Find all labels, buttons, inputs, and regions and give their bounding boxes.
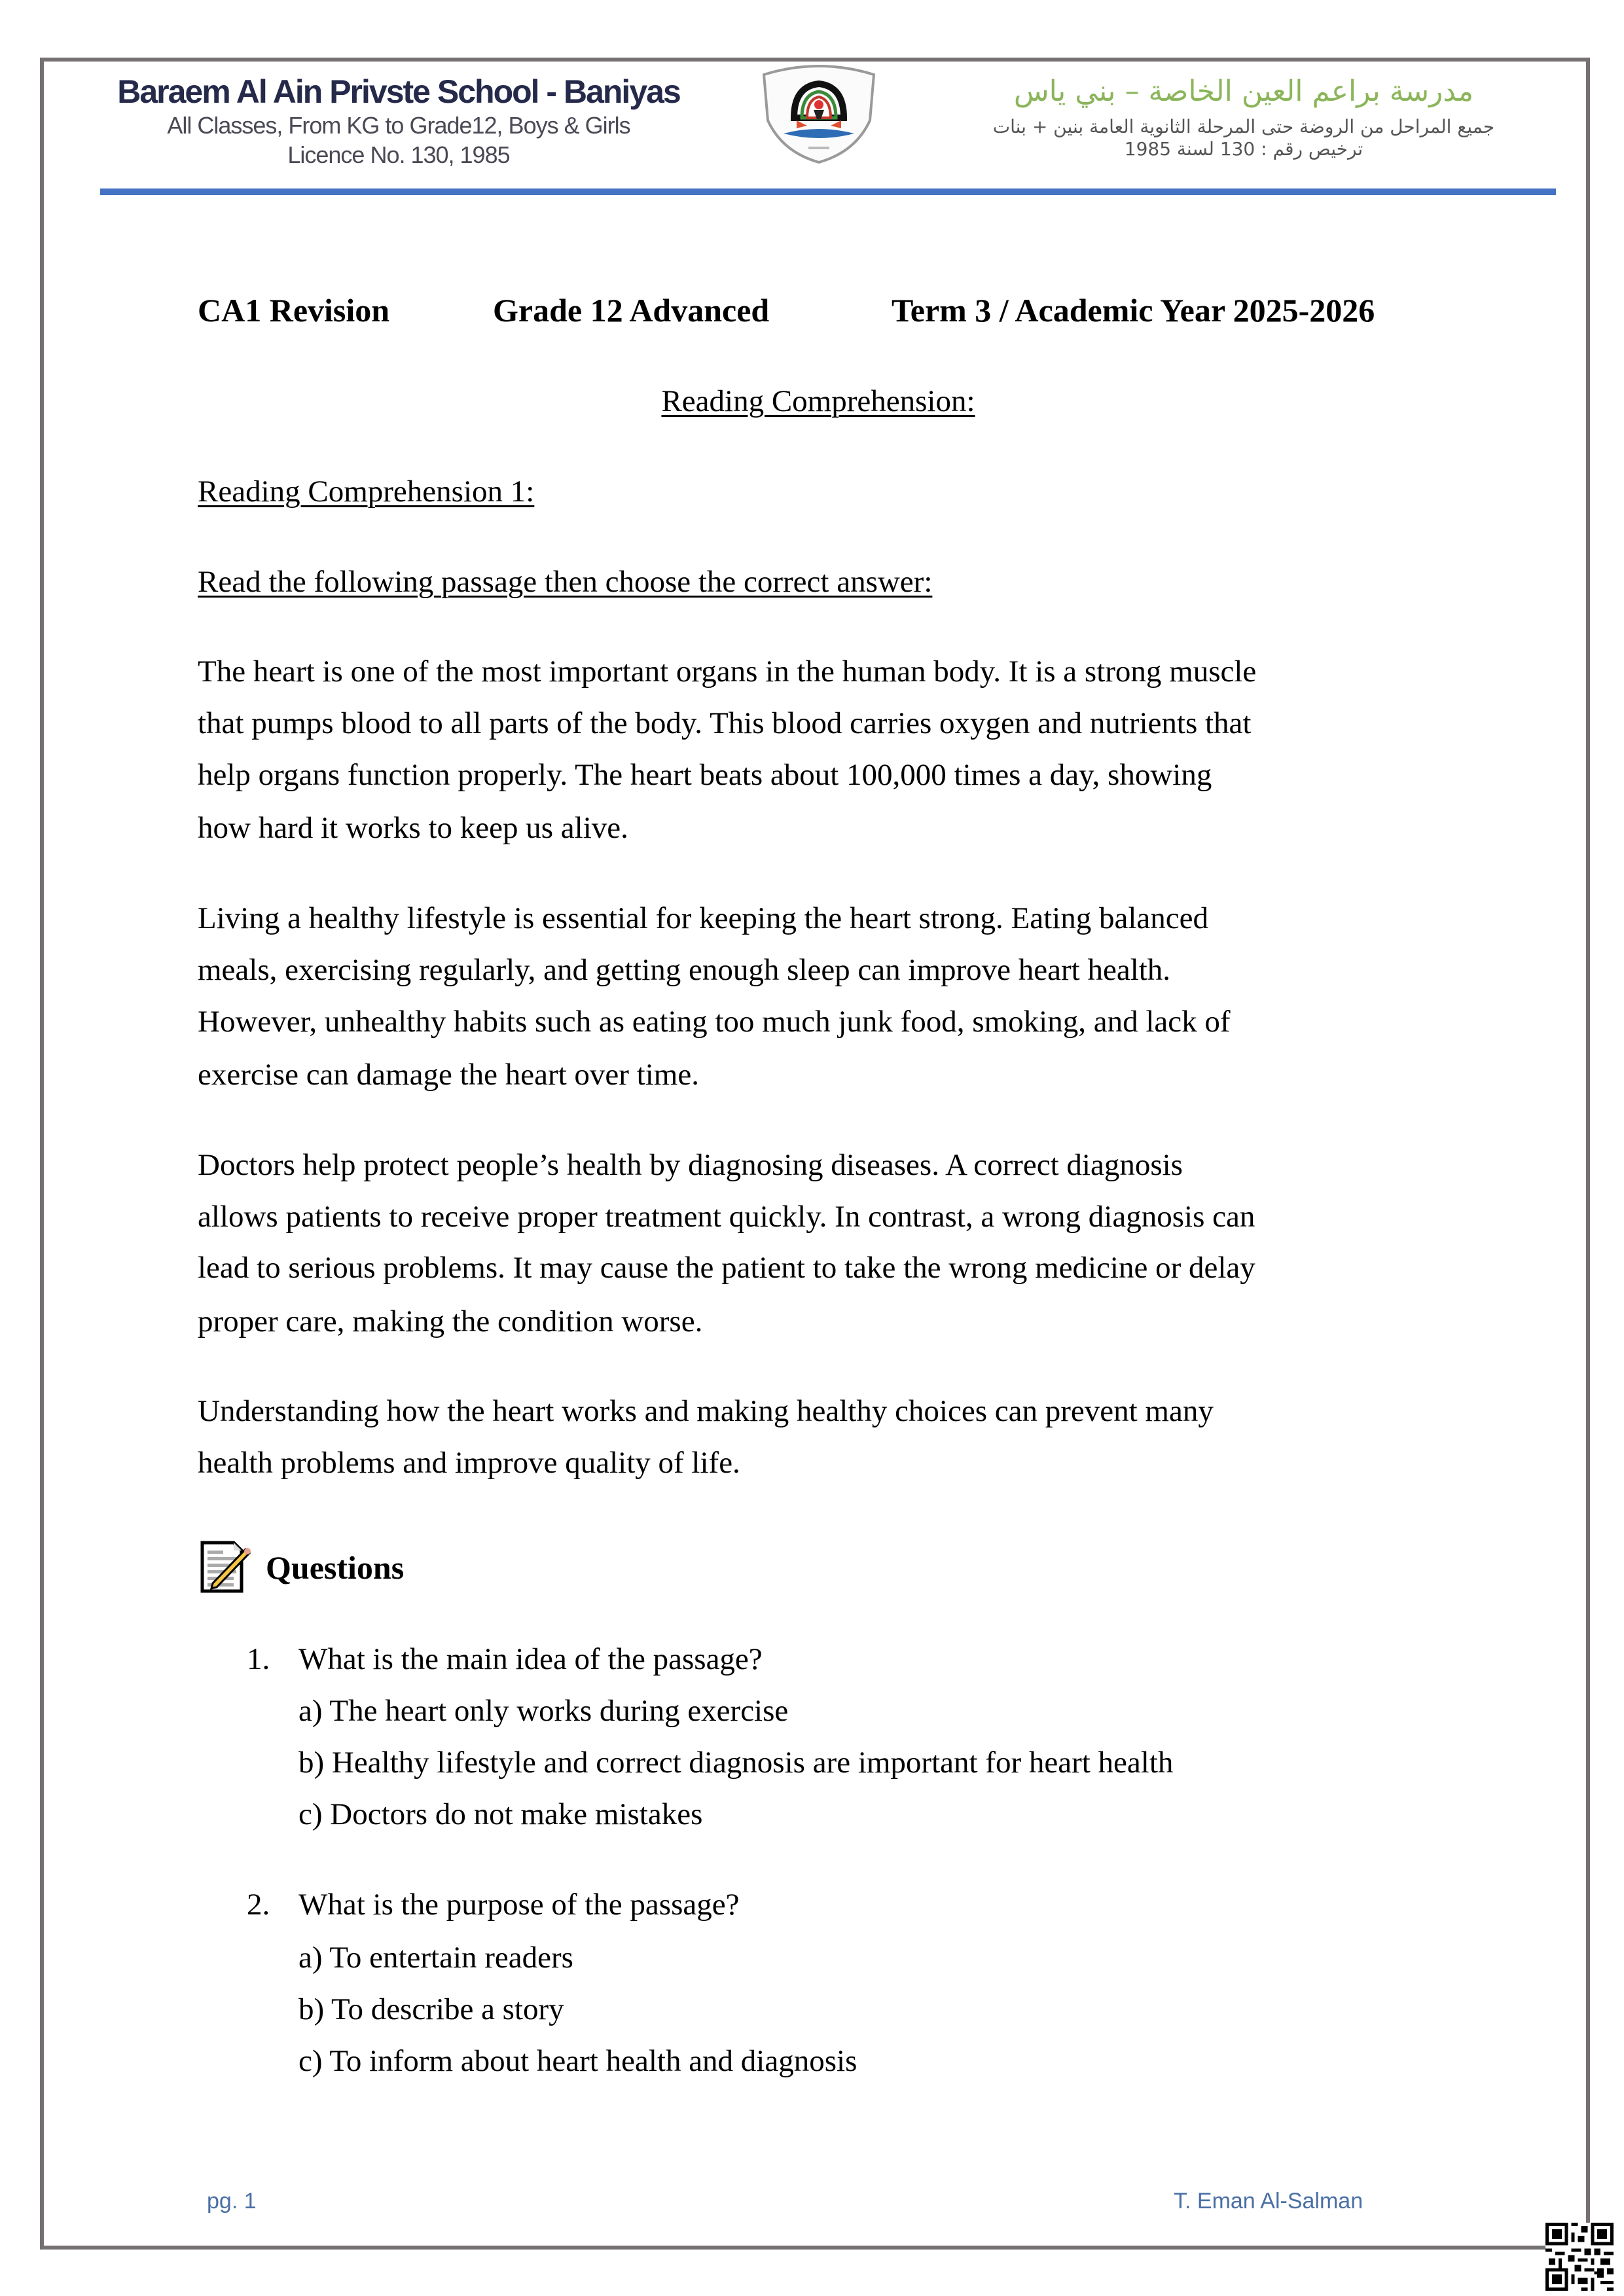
school-classes-en: All Classes, From KG to Grade12, Boys & Girls <box>167 112 630 139</box>
passage-p2-line: Living a healthy lifestyle is essential for keeping the heart strong. Eating balanced <box>198 901 1208 935</box>
answer-option[interactable]: b) To describe a story <box>298 1992 564 2026</box>
passage-p3-line: allows patients to receive proper treatment quickly. In contrast, a wrong diagnosis can <box>198 1200 1255 1234</box>
passage-p4-line: health problems and improve quality of life. <box>198 1446 740 1480</box>
passage-p1-line: The heart is one of the most important organs in the human body. It is a strong muscle <box>198 655 1257 689</box>
page-number: pg. 1 <box>207 2189 257 2214</box>
passage-p1-line: help organs function properly. The heart beats about 100,000 times a day, showing <box>198 758 1212 792</box>
passage-p4-line: Understanding how the heart works and making healthy choices can prevent many <box>198 1394 1214 1428</box>
school-licence-en: Licence No. 130, 1985 <box>287 141 510 168</box>
questions-heading: Questions <box>266 1549 405 1586</box>
passage-heading: Reading Comprehension 1: <box>198 475 535 509</box>
answer-option[interactable]: c) Doctors do not make mistakes <box>298 1797 703 1831</box>
school-licence-ar: ترخيص رقم : 130 لسنة 1985 <box>1124 138 1363 160</box>
term-label: Term 3 / Academic Year 2025-2026 <box>892 292 1375 329</box>
answer-option[interactable]: b) Healthy lifestyle and correct diagnosis are important for heart health <box>298 1746 1174 1780</box>
passage-p1-line: that pumps blood to all parts of the body. This blood carries oxygen and nutrients that <box>198 706 1252 740</box>
passage-p1-line: how hard it works to keep us alive. <box>198 811 628 845</box>
teacher-name: T. Eman Al-Salman <box>1174 2189 1363 2214</box>
question-number: 2. <box>247 1888 270 1922</box>
school-name-ar: مدرسة براعم العين الخاصة – بني ياس <box>1013 75 1474 108</box>
passage-p2-line: exercise can damage the heart over time. <box>198 1058 699 1092</box>
instruction: Read the following passage then choose the correct answer: <box>198 565 933 599</box>
school-classes-ar: جميع المراحل من الروضة حتى المرحلة الثانوية العامة بنين + بنات <box>992 116 1495 137</box>
answer-option[interactable]: a) The heart only works during exercise <box>298 1694 789 1728</box>
section-title-text: Reading Comprehension: <box>661 384 975 418</box>
assessment-label: CA1 Revision <box>198 292 390 329</box>
answer-option[interactable]: c) To inform about heart health and diagnosis <box>298 2044 857 2078</box>
qr-code-icon <box>1545 2222 1614 2291</box>
passage-p2-line: However, unhealthy habits such as eating too much junk food, smoking, and lack of <box>198 1005 1231 1039</box>
question-text: What is the main idea of the passage? <box>298 1642 763 1676</box>
notepad-pencil-icon <box>200 1540 252 1594</box>
school-name-en: Baraem Al Ain Privste School - Baniyas <box>117 73 680 110</box>
answer-option[interactable]: a) To entertain readers <box>298 1941 573 1975</box>
question-text: What is the purpose of the passage? <box>298 1888 740 1922</box>
section-title <box>0 383 1624 420</box>
school-shield-logo-icon <box>757 60 880 164</box>
passage-p3-line: lead to serious problems. It may cause the patient to take the wrong medicine or delay <box>198 1251 1255 1285</box>
header-divider <box>100 188 1556 195</box>
passage-p3-line: Doctors help protect people’s health by diagnosing diseases. A correct diagnosis <box>198 1148 1183 1182</box>
passage-p2-line: meals, exercising regularly, and getting enough sleep can improve heart health. <box>198 953 1171 987</box>
grade-label: Grade 12 Advanced <box>493 292 770 329</box>
question-number: 1. <box>247 1642 270 1676</box>
passage-p3-line: proper care, making the condition worse. <box>198 1304 703 1338</box>
